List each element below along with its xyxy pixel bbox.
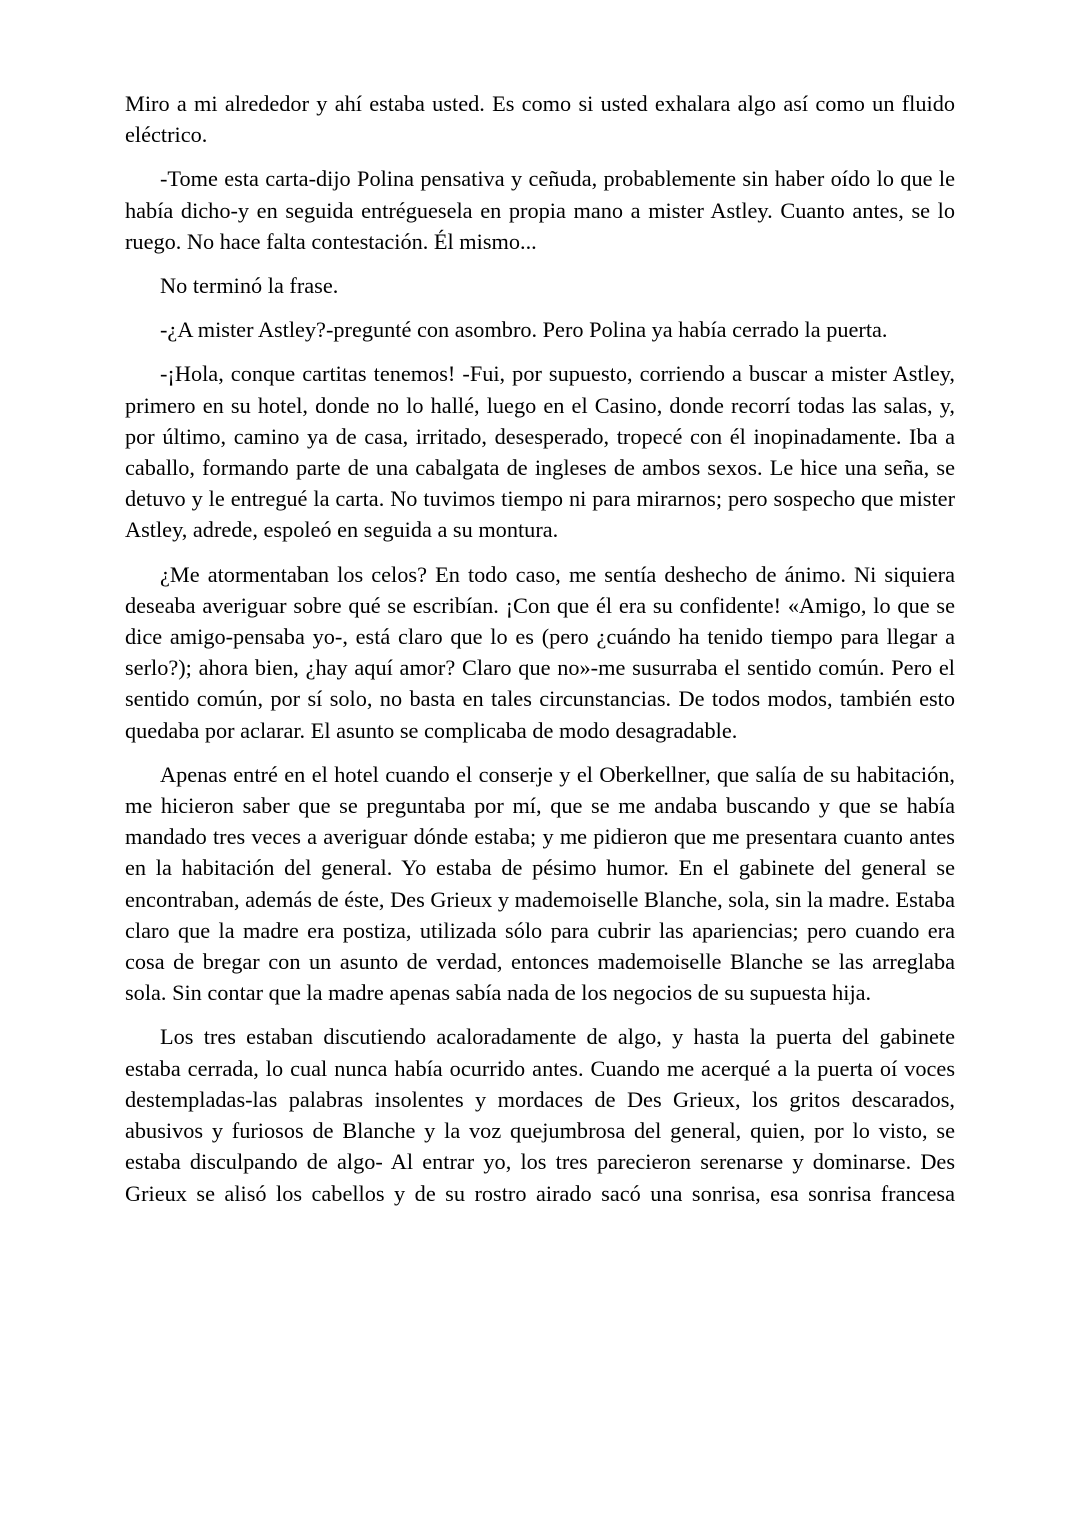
paragraph: Apenas entré en el hotel cuando el conserje y el Oberkellner, que salía de su habitación, me hicieron saber que se preguntaba por mí, que se me andaba buscando y que se había mandado tres veces a averiguar dónde estaba; y me pidieron que me presentara cuanto antes en la habitación del general. Yo estaba de pésimo humor. En el gabinete del general se encontraban, además de éste, Des Grieux y mademoiselle Blanche, sola, sin la madre. Estaba claro que la madre era postiza, utilizada sólo para cubrir las apariencias; pero cuando era cosa de bregar con un asunto de verdad, entonces mademoiselle Blanche se las arreglaba sola. Sin contar que la madre apenas sabía nada de los negocios de su supuesta hija. xyxy=(125,761,955,1006)
paragraph: Miro a mi alrededor y ahí estaba usted. Es como si usted exhalara algo así como un fluido eléctrico. xyxy=(125,91,955,148)
paragraph: -¿A mister Astley?-pregunté con asombro. Pero Polina ya había cerrado la puerta. xyxy=(160,317,888,343)
paragraph: -¡Hola, conque cartitas tenemos! -Fui, por supuesto, corriendo a buscar a mister Astley, primero en su hotel, donde no lo hallé, luego en el Casino, donde recorrí todas las salas, y, por último, camino ya de casa, irritado, desesperado, tropecé con él inopinadamente. Iba a caballo, formando parte de una cabalgata de ingleses de ambos sexos. Le hice una seña, se detuvo y le entregué la carta. No tuvimos tiempo ni para mirarnos; pero sospecho que mister Astley, adrede, espoleó en seguida a su montura. xyxy=(125,361,955,543)
paragraph: No terminó la frase. xyxy=(160,273,339,299)
text-column xyxy=(125,88,955,1240)
paragraph: -Tome esta carta-dijo Polina pensativa y ceñuda, probablemente sin haber oído lo que le había dicho-y en seguida entréguesela en propia mano a mister Astley. Cuanto antes, se lo ruego. No hace falta contestación. Él mismo... xyxy=(125,166,955,254)
paragraph: Los tres estaban discutiendo acaloradamente de algo, y hasta la puerta del gabinete estaba cerrada, lo cual nunca había ocurrido antes. Cuando me acerqué a la puerta oí voces destempladas-las palabras insolentes y mordaces de Des Grieux, los gritos descarados, abusivos y furiosos de Blanche y la voz quejumbrosa del general, quien, por lo visto, se estaba disculpando de algo- Al entrar yo, los tres parecieron serenarse y dominarse. Des Grieux se alisó los cabellos y de su rostro airado sacó una sonrisa, esa sonrisa francesa xyxy=(125,1024,955,1206)
paragraph: ¿Me atormentaban los celos? En todo caso, me sentía deshecho de ánimo. Ni siquiera deseaba averiguar sobre qué se escribían. ¡Con que él era su confidente! «Amigo, lo que se dice amigo-pensaba yo-, está claro que lo es (pero ¿cuándo ha tenido tiempo para llegar a serlo?); ahora bien, ¿hay aquí amor? Claro que no»-me susurraba el sentido común. Pero el sentido común, por sí solo, no basta en tales circunstancias. De todos modos, también esto quedaba por aclarar. El asunto se complicaba de modo desagradable. xyxy=(125,561,955,743)
